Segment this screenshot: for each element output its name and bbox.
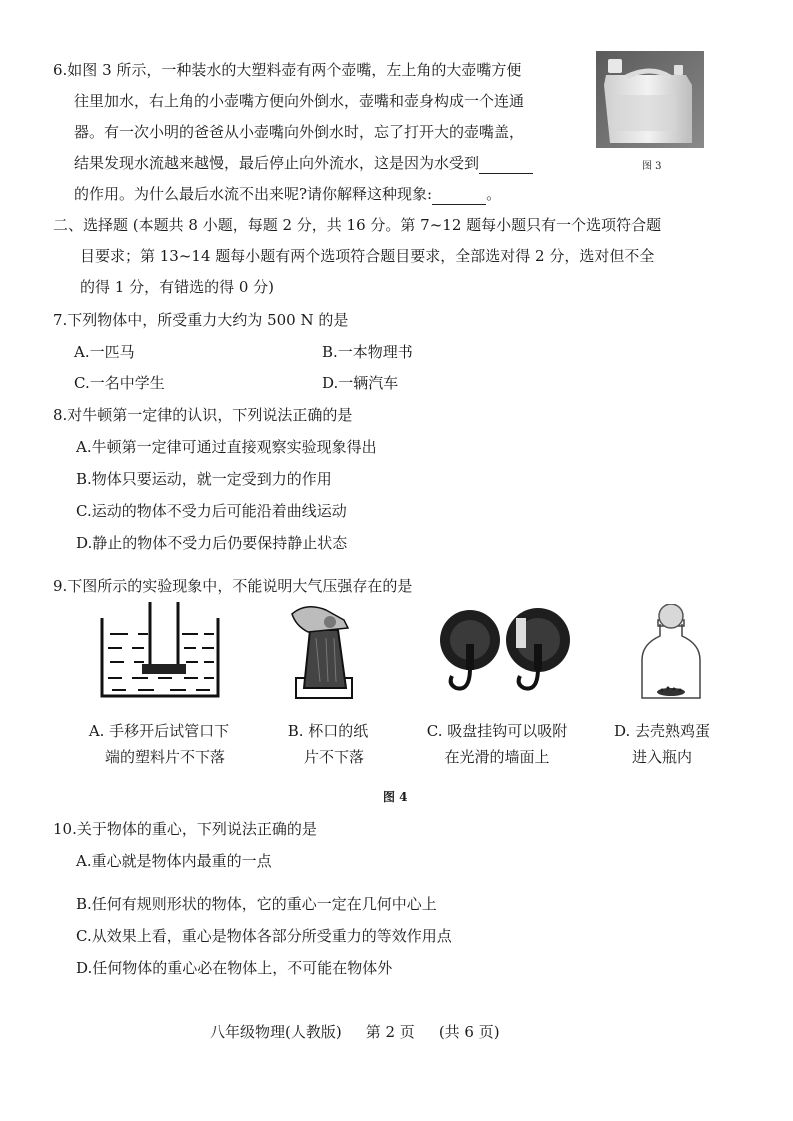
figure-4c-suction-hooks — [438, 606, 578, 698]
q10-stem: 10.关于物体的重心，下列说法正确的是 — [53, 820, 317, 838]
figure-4b-caption-line-2: 片不下落 — [303, 748, 364, 766]
figure-4c-caption-line-2: 在光滑的墙面上 — [444, 748, 550, 766]
q6-line-4 — [74, 153, 533, 174]
q10-option-a[interactable]: A.重心就是物体内最重的一点 — [76, 852, 272, 870]
figure-3-jug-photo — [596, 51, 704, 148]
q9-stem: 9.下图所示的实验现象中，不能说明大气压强存在的是 — [53, 577, 413, 595]
section2-line-2: 目要求；第 13~14 题每小题有两个选项符合题目要求，全部选对得 2 分，选对但不全 — [80, 247, 655, 265]
q8-option-c[interactable]: C.运动的物体不受力后可能沿着曲线运动 — [76, 502, 347, 520]
figure-4a-caption-line-2: 端的塑料片不下落 — [104, 748, 225, 766]
figure-4c-caption — [414, 718, 580, 770]
q10-option-c[interactable]: C.从效果上看，重心是物体各部分所受重力的等效作用点 — [76, 927, 452, 945]
q6-line-5-text: 的作用。为什么最后水流不出来呢?请你解释这种现象: — [74, 185, 433, 203]
figure-4d-caption — [606, 718, 718, 770]
figure-4b-caption — [278, 718, 378, 770]
q6-line-2: 往里加水，右上角的小壶嘴方便向外倒水，壶嘴和壶身构成一个连通 — [74, 92, 525, 110]
q6-line-5 — [74, 184, 501, 205]
q6-line-1: 6.如图 3 所示，一种装水的大塑料壶有两个壶嘴，左上角的大壶嘴方便 — [53, 61, 522, 79]
q8-stem: 8.对牛顿第一定律的认识，下列说法正确的是 — [53, 406, 353, 424]
q6-line-5-end: 。 — [486, 185, 502, 203]
figure-4d-caption-line-2: 进入瓶内 — [631, 748, 692, 766]
figure-4a-caption-line-1: A. 手移开后试管口下 — [88, 722, 230, 740]
q7-stem: 7.下列物体中，所受重力大约为 500 N 的是 — [53, 311, 349, 329]
q6-line-4-text: 结果发现水流越来越慢，最后停止向外流水，这是因为水受到 — [74, 154, 480, 172]
footer-total-pages: (共 6 页) — [438, 1023, 500, 1041]
section2-line-3: 的得 1 分，有错选的得 0 分) — [80, 278, 275, 296]
figure-4b-caption-line-1: B. 杯口的纸 — [287, 722, 369, 740]
q7-option-a[interactable]: A.一匹马 — [74, 343, 135, 361]
q8-option-b[interactable]: B.物体只要运动，就一定受到力的作用 — [76, 470, 332, 488]
q7-option-d[interactable]: D.一辆汽车 — [322, 374, 399, 392]
figure-4c-caption-line-1: C. 吸盘挂钩可以吸附 — [426, 722, 568, 740]
q6-answer-blank-1[interactable] — [479, 153, 533, 174]
figure-4a-beaker-test-tube — [98, 600, 222, 700]
q6-answer-blank-2[interactable] — [432, 184, 486, 205]
footer-page-number: 第 2 页 — [365, 1023, 415, 1041]
q8-option-a[interactable]: A.牛顿第一定律可通过直接观察实验现象得出 — [76, 438, 377, 456]
figure-3-caption: 图 3 — [642, 161, 662, 172]
figure-4d-caption-line-1: D. 去壳熟鸡蛋 — [613, 722, 711, 740]
page-footer — [210, 1021, 524, 1042]
footer-subject: 八年级物理(人教版) — [210, 1023, 342, 1041]
figure-4a-caption — [80, 718, 238, 770]
q7-option-b[interactable]: B.一本物理书 — [322, 343, 413, 361]
figure-4d-jar-egg — [636, 604, 706, 702]
q10-option-b[interactable]: B.任何有规则形状的物体，它的重心一定在几何中心上 — [76, 895, 437, 913]
q6-line-3: 器。有一次小明的爸爸从小壶嘴向外倒水时，忘了打开大的壶嘴盖， — [74, 123, 525, 141]
q10-option-d[interactable]: D.任何物体的重心必在物体上，不可能在物体外 — [76, 959, 393, 977]
q7-option-c[interactable]: C.一名中学生 — [74, 374, 165, 392]
figure-4-label: 图 4 — [383, 790, 408, 804]
figure-4b-cup-paper — [286, 604, 362, 700]
q8-option-d[interactable]: D.静止的物体不受力后仍要保持静止状态 — [76, 534, 348, 552]
section2-line-1: 二、选择题 (本题共 8 小题，每题 2 分，共 16 分。第 7~12 题每小题只有一个选项符合题 — [53, 216, 662, 234]
